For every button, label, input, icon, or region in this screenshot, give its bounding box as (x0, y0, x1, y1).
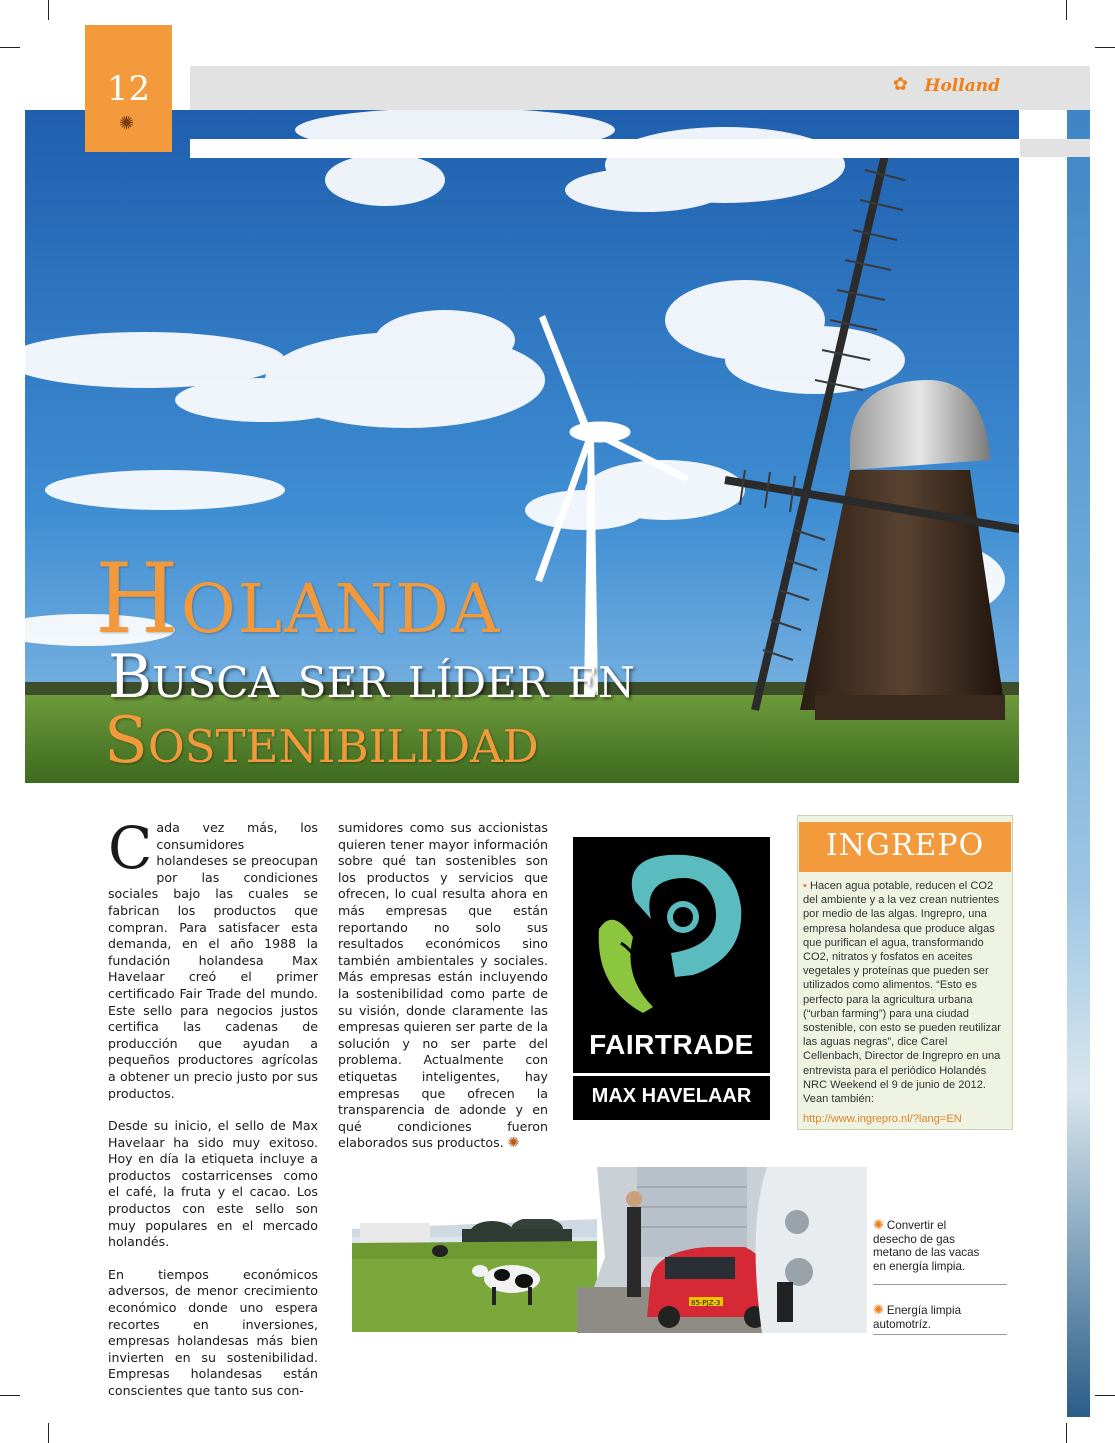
sidebar-header (799, 822, 1011, 872)
cows-farm-photo (352, 1219, 597, 1332)
ingrepo-link[interactable]: http://www.ingrepro.nl/?lang=EN (803, 1113, 962, 1126)
drop-cap: C (108, 814, 153, 882)
title-line-3: Sostenibilidad (104, 704, 539, 778)
paragraph: Desde su inicio, el sello de Max Havelaar ha sido muy exitoso. Hoy en día la etiqueta incluye a productos costarricenses como el café, la fruta y el cacao. Los productos con este sello son muy populares en el mercado holandés. (108, 1118, 318, 1250)
electric-car-photo (577, 1167, 867, 1333)
page-number-badge (85, 25, 172, 152)
end-flower-icon: ✺ (507, 1135, 520, 1152)
header-bar (190, 66, 1090, 110)
paragraph: En tiempos económicos adversos, de menor crecimiento económico donde uno espera recortes en inversiones, empresas holandesas más bien invierten en su sostenibilidad. Empresas holandesas están conscientes que tanto sus con- (108, 1266, 318, 1398)
page-number: 12 (106, 69, 151, 109)
caption-cows: ✺ Convertir el desecho de gas metano de las vacas en energía limpia. (873, 1217, 980, 1273)
title-line-2: Busca ser líder en (108, 642, 635, 712)
caption-divider (873, 1334, 1007, 1335)
ingrepo-sidebar (797, 815, 1013, 1130)
flower-icon: ✺ (119, 113, 135, 134)
divider (573, 1073, 770, 1076)
fairtrade-mark-icon (573, 837, 770, 1027)
sidebar-text: • Hacen agua potable, reducen el CO2 del ambiente y a la vez crean nutrientes por medio de las algas. Ingrepro, una empresa holandesa que produce algas que purifican el agua, transformando CO2, nitratos y fosfatos en aceites vegetales y proteínas que pueden ser utilizados como alimentos. “Esto es perfecto para la agricultura urbana (“urban farming”) para una ciudad sostenible, con esto se pueden reutilizar las aguas negras”, dice Carel Cellenbach, Director de Ingrepro en una entrevista para el periódico Holandés NRC Weekend el 9 de junio de 2012. Vean también: http://www.ingrepro.nl/?lang=EN (803, 879, 1008, 1126)
flower-icon: ✺ (873, 1217, 884, 1232)
crop-mark (0, 1395, 20, 1396)
crop-mark (48, 0, 49, 20)
crop-mark (1095, 47, 1115, 48)
paragraph: Cada vez más, los consumidores holandeses se preocupan por las condiciones sociales bajo las cuales se fabrican los productos que compran. Para satisfacer esta demanda, en el año 1988 la fundación holandesa Max Havelaar creó el primer certificado Fair Trade del mundo. Este sello para negocios justos certifica las cadenas de producción que ayudan a pequeños productores agrícolas a obtener un precio justo por sus productos. (108, 814, 318, 1101)
tulip-icon: ✿ (892, 74, 908, 95)
brand-logo: Holland (924, 76, 1000, 96)
sidebar-title: INGREPO (825, 828, 985, 863)
crop-mark (0, 47, 20, 48)
crop-mark (1095, 1395, 1115, 1396)
max-havelaar-wordmark: MAX HAVELAAR (591, 1085, 752, 1107)
caption-divider (873, 1284, 1007, 1285)
flower-icon: ✺ (873, 1302, 884, 1317)
header-gap (190, 139, 1020, 158)
license-plate: 85-PJZ-3 (691, 1299, 721, 1307)
adjacent-page-strip (1067, 110, 1090, 1417)
fairtrade-wordmark: FAIRTRADE (589, 1029, 754, 1060)
crop-mark (48, 1423, 49, 1443)
crop-mark (1066, 0, 1067, 20)
title-line-1: Holanda (95, 543, 502, 655)
paragraph: sumidores como sus accionistas quieren tener mayor información sobre qué tan sostenibles son los productos y servicios que ofrecen, lo cual resulta ahora en más empresas que están reportando no solo sus resultados económicos sino también ambientales y sociales. Más empresas están incluyendo la sostenibilidad como parte de su visión, donde claramente las empresas quieren ser parte de la solución y no ser parte del problema. Actualmente con etiquetas inteligentes, hay empresas que ofrecen la transparencia de adonde y en qué condiciones fueron elaborados sus productos. ✺ (338, 820, 548, 1152)
crop-mark (1066, 1423, 1067, 1443)
bullet-icon: • (803, 880, 810, 892)
fairtrade-logo (573, 837, 770, 1120)
caption-car: ✺ Energía limpia automotríz. (873, 1302, 962, 1331)
article-column-2 (338, 820, 548, 1168)
article-column-1 (108, 814, 318, 1416)
